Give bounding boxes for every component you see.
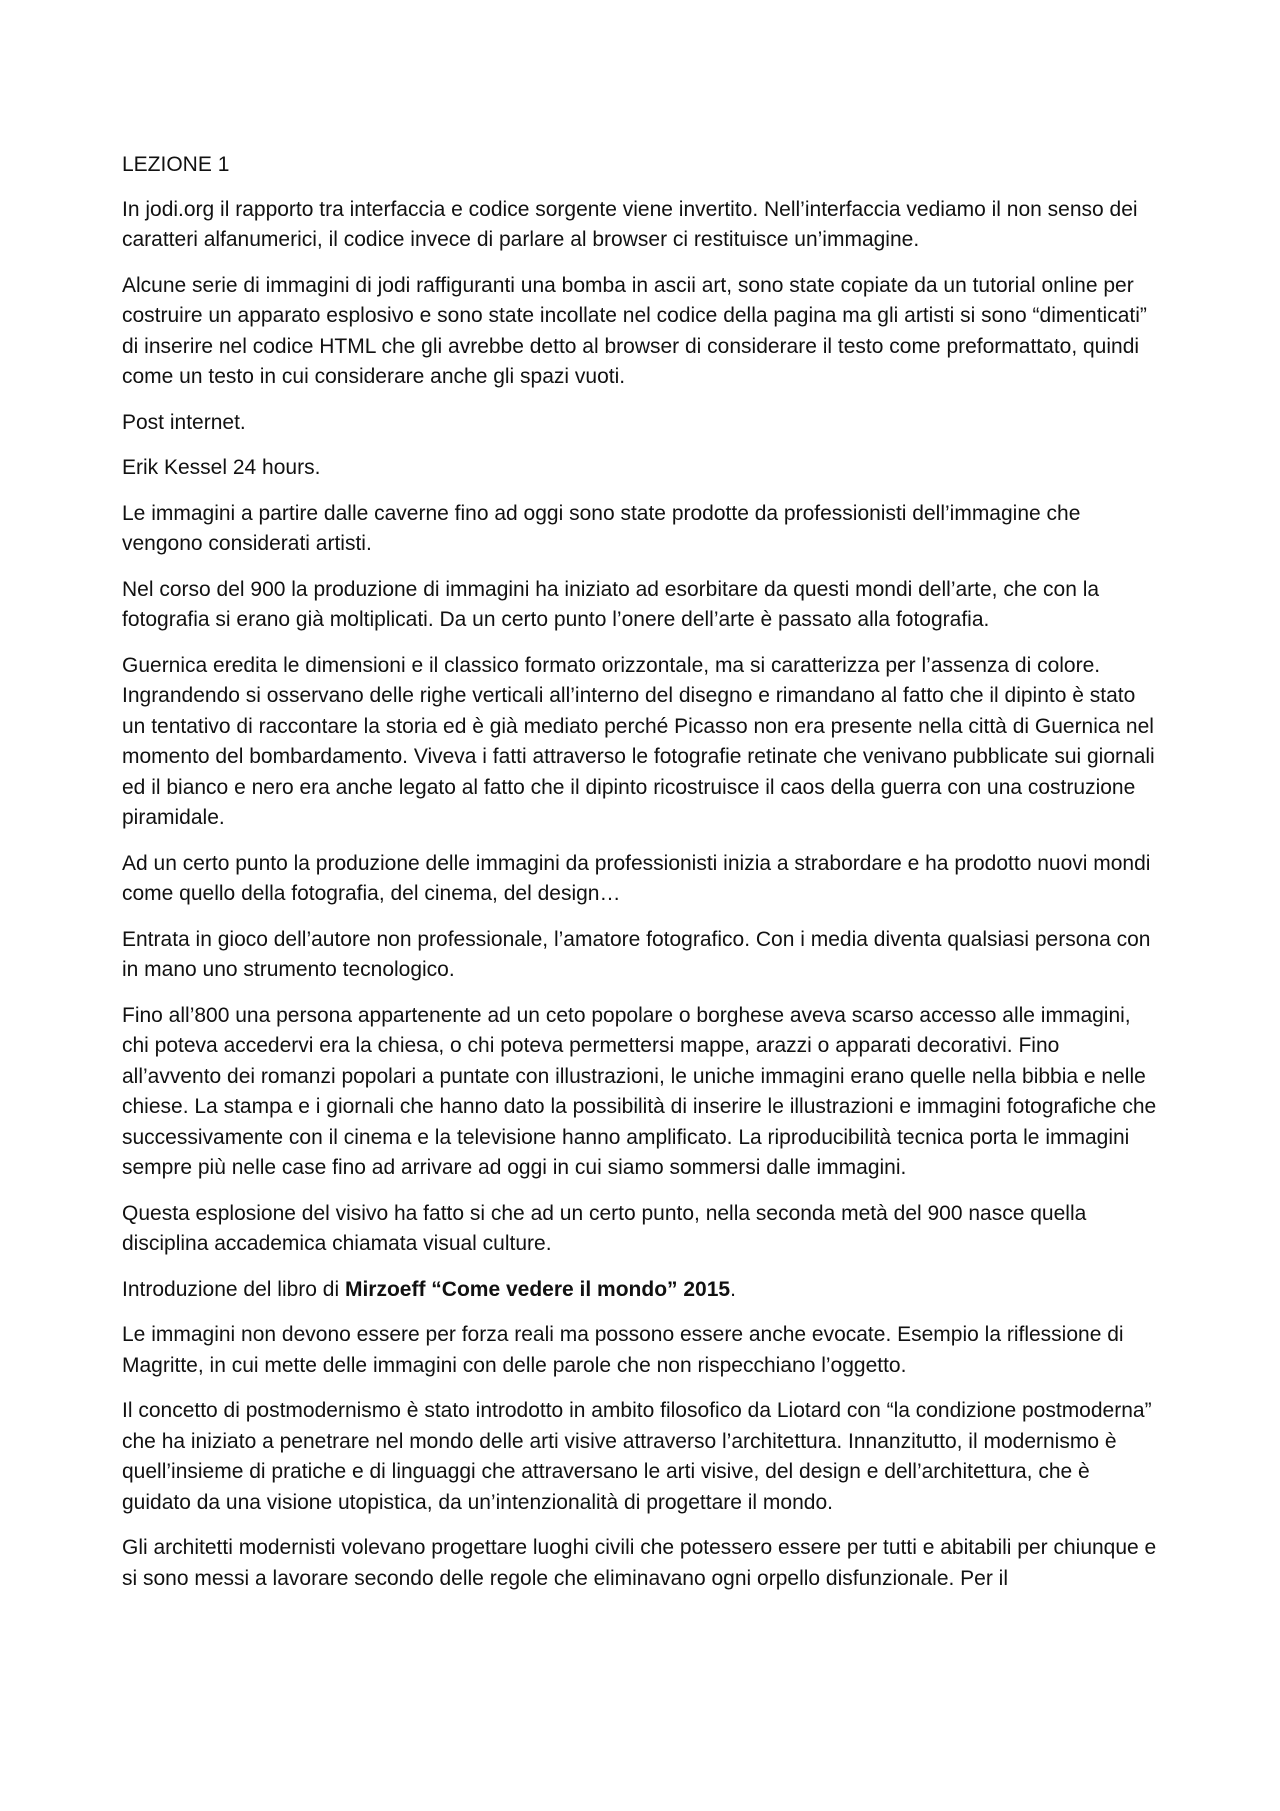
intro-paragraph xyxy=(122,1275,1162,1306)
paragraph-14: Gli architetti modernisti volevano progettare luoghi civili che potessero essere per tutti e abitabili per chiunque e si sono messi a lavorare secondo delle regole che eliminavano ogni orpello disfunzionale. Per il xyxy=(122,1536,1157,1590)
paragraph-10: Fino all’800 una persona appartenente ad un ceto popolare o borghese aveva scarso accesso alle immagini, chi poteva accedervi era la chiesa, o chi poteva permettersi mappe, arazzi o apparati decorativi. Fino all’avvento dei romanzi popolari a puntate con illustrazioni, le uniche immagini erano quelle nella bibbia e nelle chiese. La stampa e i giornali che hanno dato la possibilità di inserire le illustrazioni e immagini fotografiche che successivamente con il cinema e la televisione hanno amplificato. La riproducibilità tecnica porta le immagini sempre più nelle case fino ad arrivare ad oggi in cui siamo sommersi dalle immagini. xyxy=(122,1003,1157,1179)
paragraph-11: Questa esplosione del visivo ha fatto si che ad un certo punto, nella seconda metà del 900 nasce quella disciplina accademica chiamata visual culture. xyxy=(122,1201,1087,1255)
paragraph-5: Le immagini a partire dalle caverne fino ad oggi sono state prodotte da professionisti dell’immagine che vengono considerati artisti. xyxy=(122,501,1081,555)
paragraph-12: Le immagini non devono essere per forza reali ma possono essere anche evocate. Esempio la riflessione di Magritte, in cui mette delle immagini con delle parole che non rispecchiano l’oggetto. xyxy=(122,1323,1124,1377)
paragraph-8: Ad un certo punto la produzione delle immagini da professionisti inizia a strabordare e ha prodotto nuovi mondi come quello della fotografia, del cinema, del design… xyxy=(122,851,1151,905)
paragraph-1: In jodi.org il rapporto tra interfaccia e codice sorgente viene invertito. Nell’interfaccia vediamo il non senso dei caratteri alfanumerici, il codice invece di parlare al browser ci restituisce un’immagine. xyxy=(122,197,1138,251)
intro-suffix: . xyxy=(730,1277,736,1301)
intro-prefix: Introduzione del libro di xyxy=(122,1277,345,1301)
paragraph-7: Guernica eredita le dimensioni e il classico formato orizzontale, ma si caratterizza per l’assenza di colore. Ingrandendo si osservano delle righe verticali all’interno del disegno e rimandano al fatto che il dipinto è stato un tentativo di raccontare la storia ed è già mediato perché Picasso non era presente nella città di Guernica nel momento del bombardamento. Viveva i fatti attraverso le fotografie retinate che venivano pubblicate sui giornali ed il bianco e nero era anche legato al fatto che il dipinto ricostruisce il caos della guerra con una costruzione piramidale. xyxy=(122,653,1155,829)
paragraph-4: Erik Kessel 24 hours. xyxy=(122,456,321,479)
paragraph-3: Post internet. xyxy=(122,410,246,434)
paragraph-9: Entrata in gioco dell’autore non professionale, l’amatore fotografico. Con i media diventa qualsiasi persona con in mano uno strumento tecnologico. xyxy=(122,927,1151,981)
paragraph-6: Nel corso del 900 la produzione di immagini ha iniziato ad esorbitare da questi mondi dell’arte, che con la fotografia si erano già moltiplicati. Da un certo punto l’onere dell’arte è passato alla fotografia. xyxy=(122,577,1100,631)
intro-book-title: Mirzoeff “Come vedere il mondo” 2015 xyxy=(344,1277,731,1301)
paragraph-13: Il concetto di postmodernismo è stato introdotto in ambito filosofico da Liotard con “la condizione postmoderna” che ha iniziato a penetrare nel mondo delle arti visive attraverso l’architettura. Innanzitutto, il modernismo è quell’insieme di pratiche e di linguaggi che attraversano le arti visive, del design e dell’architettura, che è guidato da una visione utopistica, da un’intenzionalità di progettare il mondo. xyxy=(122,1399,1152,1514)
paragraph-2: Alcune serie di immagini di jodi raffiguranti una bomba in ascii art, sono state copiate da un tutorial online per costruire un apparato esplosivo e sono state incollate nel codice della pagina ma gli artisti si sono “dimenticati” di inserire nel codice HTML che gli avrebbe detto al browser di considerare il testo come preformattato, quindi come un testo in cui considerare anche gli spazi vuoti. xyxy=(122,273,1147,388)
document-title: LEZIONE 1 xyxy=(122,153,230,176)
